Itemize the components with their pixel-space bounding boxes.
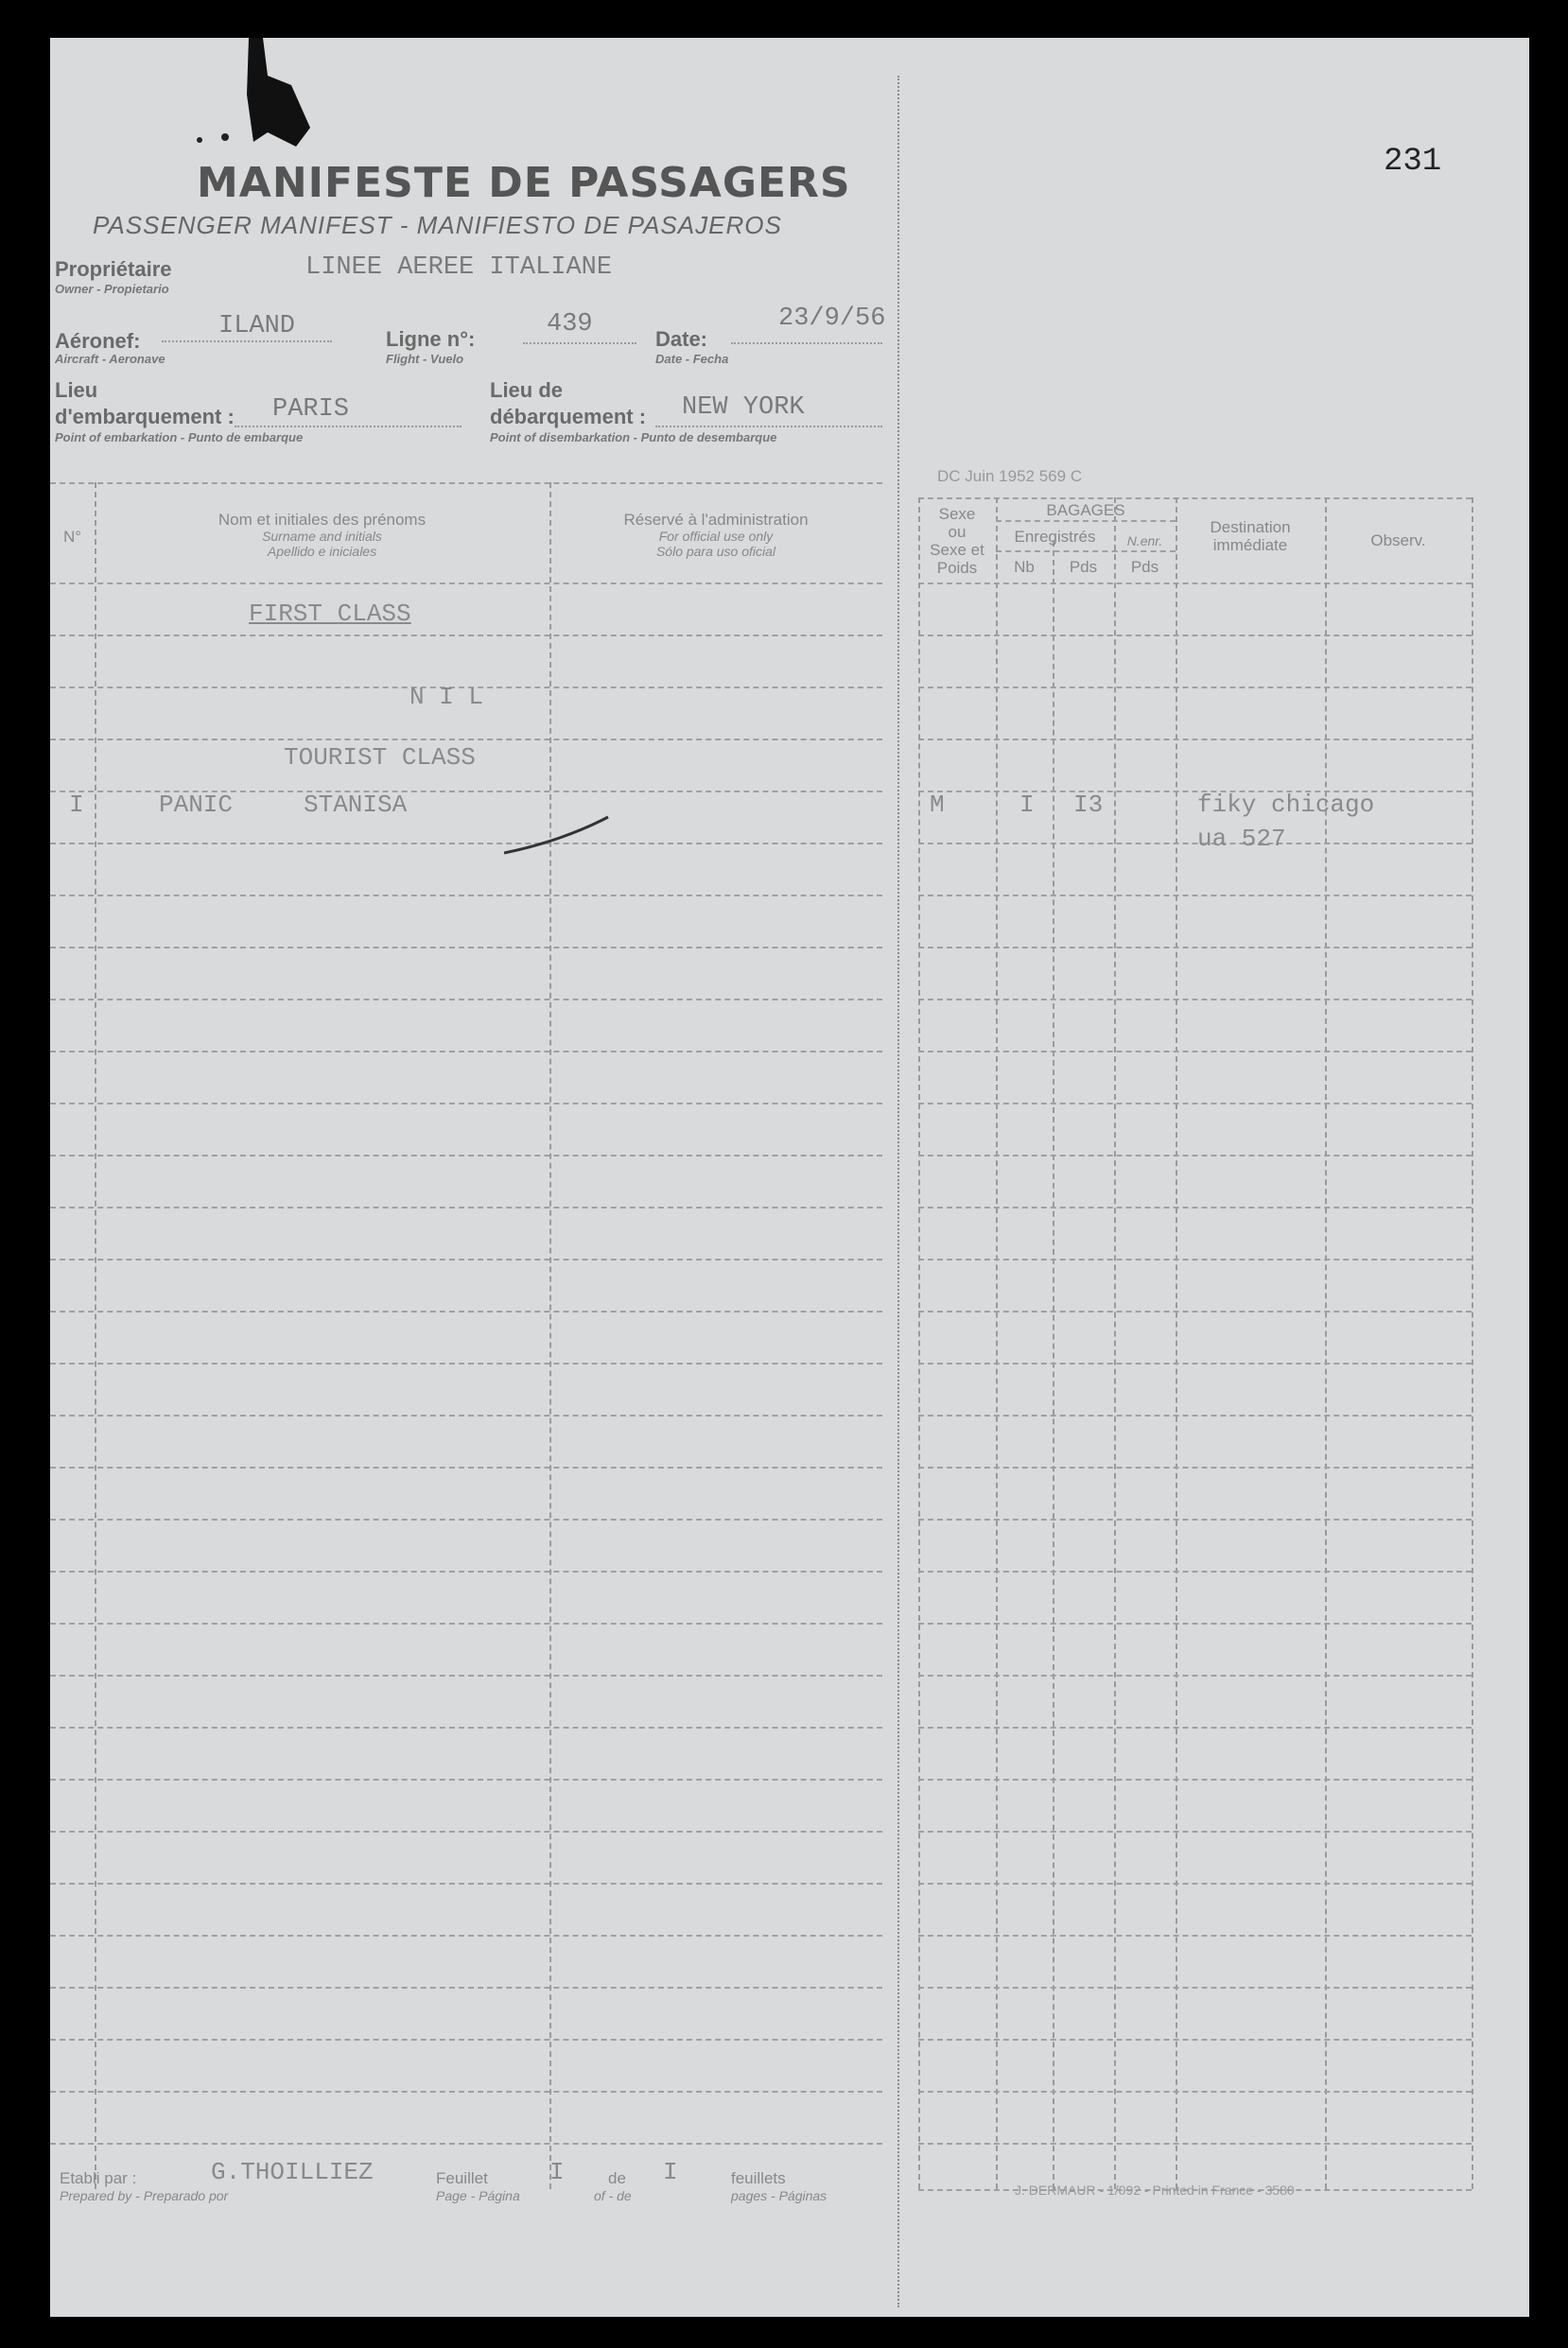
table-row-rule [918, 1415, 1472, 1417]
table-row-rule [918, 2091, 1472, 2093]
tourist-class-heading: TOURIST CLASS [284, 743, 476, 772]
page-subtitle: PASSENGER MANIFEST - MANIFIESTO DE PASAJEROS [93, 211, 782, 239]
sheets-label: feuillets [731, 2169, 786, 2187]
col-header-pds: Pds [1069, 558, 1098, 576]
check-mark [504, 815, 618, 862]
table-row-rule [918, 1675, 1472, 1677]
table-row-rule [50, 1051, 882, 1052]
col-header-remarks: Observ. [1370, 531, 1426, 549]
manifest-sheet [50, 38, 1529, 2317]
table-row-rule [50, 1675, 882, 1677]
table-row-rule [918, 791, 1472, 792]
table-row-rule [50, 1259, 882, 1261]
table-row-rule [50, 2091, 882, 2093]
table-row-rule [50, 1831, 882, 1833]
col-header-baggage: BAGAGES [1046, 501, 1125, 519]
table-row-rule [50, 1883, 882, 1885]
table-row-rule [918, 895, 1472, 896]
table-row-rule [918, 2039, 1472, 2041]
table-row-rule [918, 1623, 1472, 1625]
of-value: I [663, 2158, 678, 2186]
table-row-rule [918, 947, 1472, 948]
sheet-sublabel: Page - Página [436, 2188, 520, 2203]
page-title: MANIFESTE DE PASSAGERS [197, 159, 851, 207]
disembarkation-label-1: Lieu de [490, 378, 564, 402]
table-row-rule [918, 1727, 1472, 1729]
col-header-nb: Nb [1014, 558, 1035, 576]
table-row-rule [918, 1987, 1472, 1989]
table-row-rule [50, 2143, 882, 2145]
table-row-rule [918, 1259, 1472, 1261]
page-number: 231 [1384, 144, 1442, 180]
table-row-rule [918, 1571, 1472, 1573]
table-row-rule [918, 1519, 1472, 1521]
table-row-rule [918, 1467, 1472, 1469]
embarkation-label-2: d'embarquement : [55, 405, 235, 428]
destination-value-2: ua 527 [1197, 825, 1286, 853]
table-row-rule [50, 1467, 882, 1469]
baggage-weight: I3 [1073, 791, 1104, 819]
manifest-table [50, 482, 1473, 2189]
table-row-rule [50, 999, 882, 1000]
table-row-rule [50, 1363, 882, 1365]
table-row-rule [918, 687, 1472, 688]
table-row-rule [50, 1103, 882, 1104]
table-row-rule [50, 1311, 882, 1313]
embarkation-sublabel: Point of embarkation - Punto de embarque [55, 430, 304, 444]
nil-entry: N I L [409, 683, 484, 711]
table-row-rule [50, 1987, 882, 1989]
table-row-rule [918, 1779, 1472, 1781]
aircraft-label: Aéronef: [55, 329, 141, 353]
table-row-rule [918, 1935, 1472, 1937]
table-row-rule [918, 1103, 1472, 1104]
col-header-other: N.enr. [1126, 533, 1163, 548]
disembarkation-value: NEW YORK [682, 393, 805, 422]
col-header-destination: Destination immédiate [1210, 518, 1291, 554]
sheet-value: I [549, 2158, 565, 2186]
col-header-admin: Réservé à l'administration For official use only Sólo para uso oficial [623, 511, 809, 559]
destination-value: fiky chicago [1197, 791, 1375, 819]
table-row-rule [918, 1311, 1472, 1313]
owner-sublabel: Owner - Propietario [55, 282, 169, 296]
table-row-rule [50, 1415, 882, 1417]
embarkation-label-1: Lieu [55, 378, 98, 402]
passenger-row-number: I [69, 791, 84, 819]
embarkation-value: PARIS [272, 395, 350, 424]
date-value: 23/9/56 [778, 304, 886, 333]
table-row-rule [918, 843, 1472, 844]
table-row-rule [918, 1207, 1472, 1209]
passenger-given-name: STANISA [304, 791, 408, 819]
table-row-rule [50, 843, 882, 844]
of-label: de [608, 2169, 626, 2187]
date-label: Date: [655, 327, 708, 351]
table-row-rule [918, 1051, 1472, 1052]
owner-label: Propriétaire [55, 257, 172, 281]
table-row-rule [50, 1623, 882, 1625]
passenger-sex: M [930, 791, 945, 819]
table-row-rule [50, 635, 882, 636]
prepared-by-sublabel: Prepared by - Preparado por [60, 2188, 229, 2203]
col-header-name: Nom et initiales des prénoms Surname and initials Apellido e iniciales [218, 511, 427, 559]
table-row-rule [918, 1363, 1472, 1365]
baggage-count: I [1019, 791, 1035, 819]
table-row-rule [918, 999, 1472, 1000]
col-header-registered: Enregistrés [1014, 528, 1096, 546]
table-row-rule [50, 1935, 882, 1937]
col-header-no: N° [62, 528, 82, 546]
table-row-rule [50, 1155, 882, 1157]
torn-mark-graphic [183, 38, 334, 151]
flight-label: Ligne n°: [386, 327, 476, 351]
table-row-rule [918, 1155, 1472, 1157]
table-row-rule [50, 1207, 882, 1209]
aircraft-value: ILAND [218, 312, 296, 340]
col-header-other-pds: Pds [1130, 558, 1159, 576]
sheet-label: Feuillet [436, 2169, 488, 2187]
passenger-surname: PANIC [159, 791, 234, 819]
form-reference: DC Juin 1952 569 C [937, 467, 1083, 485]
col-header-sex: Sexe ou Sexe et Poids [930, 505, 984, 577]
table-row-rule [50, 1571, 882, 1573]
table-row-rule [918, 739, 1472, 740]
aircraft-sublabel: Aircraft - Aeronave [55, 352, 166, 366]
table-row-rule [50, 739, 882, 740]
prepared-by-value: G.THOILLIEZ [211, 2158, 374, 2186]
table-row-rule [50, 947, 882, 948]
first-class-heading: FIRST CLASS [249, 600, 411, 628]
table-row-rule [50, 895, 882, 896]
table-row-rule [918, 1831, 1472, 1833]
table-row-rule [50, 2039, 882, 2041]
date-sublabel: Date - Fecha [655, 352, 729, 366]
table-row-rule [918, 2143, 1472, 2145]
prepared-by-label: Etabli par : [60, 2169, 137, 2187]
flight-value: 439 [547, 310, 593, 339]
table-row-rule [918, 1883, 1472, 1885]
table-row-rule [50, 1779, 882, 1781]
table-row-rule [50, 1727, 882, 1729]
table-row-rule [918, 635, 1472, 636]
disembarkation-label-2: débarquement : [490, 405, 647, 428]
of-sublabel: of - de [594, 2188, 632, 2203]
table-row-rule [50, 1519, 882, 1521]
flight-sublabel: Flight - Vuelo [386, 352, 464, 366]
sheets-sublabel: pages - Páginas [731, 2188, 828, 2203]
printer-credit: J. DERMAUR - 1/092 - Printed in France - 3580 [1015, 2183, 1295, 2198]
disembarkation-sublabel: Point of disembarkation - Punto de desembarque [490, 430, 777, 444]
owner-value: LINEE AEREE ITALIANE [305, 253, 613, 282]
